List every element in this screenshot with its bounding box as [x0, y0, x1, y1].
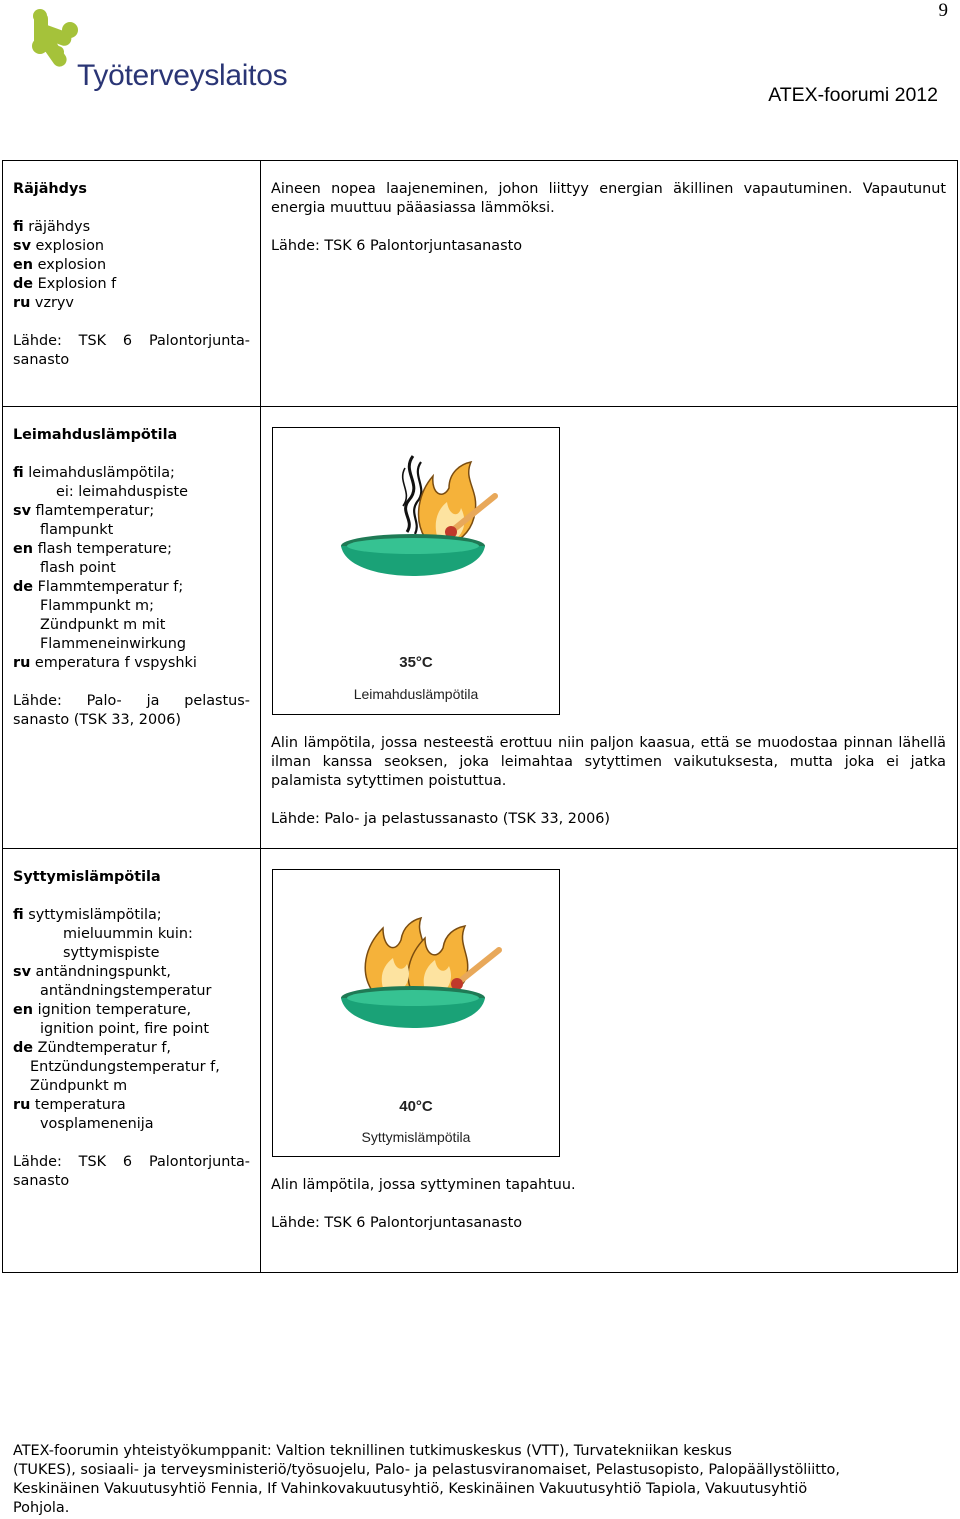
- figure-temperature: 40°C: [399, 1098, 433, 1115]
- lang-de: [13, 275, 250, 294]
- definition-cell: [261, 161, 958, 407]
- definition-source: Lähde: Palo- ja pelastussanasto (TSK 33, 2006): [271, 811, 611, 827]
- footer-line: (TUKES), sosiaali- ja terveysministeriö/työsuojelu, Palo- ja pelastusviranomaiset, Pelastusopisto, Palopäällystöliitto,: [13, 1462, 840, 1478]
- lang-code: ru: [13, 655, 31, 671]
- lang-term: räjähdys: [28, 219, 91, 235]
- definition-text: Aineen nopea laajeneminen, johon liittyy energian äkillinen vapautuminen. Vapautunut energia muuttuu pääasiassa lämmöksi.: [271, 181, 946, 216]
- footer-line: Pohjola.: [13, 1500, 70, 1516]
- term-source: [13, 332, 250, 370]
- lang-code: en: [13, 257, 34, 273]
- footer-partners: [13, 1442, 933, 1518]
- lang-term: antändningspunkt,: [35, 964, 171, 980]
- figure-caption: Syttymislämpötila: [361, 1129, 471, 1145]
- footer-line: Keskinäinen Vakuutusyhtiö Fennia, If Vahinkovakuutusyhtiö, Keskinäinen Vakuutusyhtiö Tapiola, Vakuutusyhtiö: [13, 1481, 808, 1497]
- term-cell: [3, 407, 261, 849]
- lang-de: [13, 578, 250, 597]
- source-line: Lähde: TSK 6 Palontorjunta-: [13, 1154, 250, 1170]
- footer-line: ATEX-foorumin yhteistyökumppanit: Valtion teknillinen tutkimuskeskus (VTT), Turvatekniikan keskus: [13, 1443, 732, 1459]
- lang-code: fi: [13, 907, 24, 923]
- forum-title: ATEX-foorumi 2012: [768, 84, 938, 106]
- lang-fi-cont: syttymispiste: [63, 945, 160, 961]
- lang-term: vzryv: [34, 295, 74, 311]
- term-source: [13, 692, 250, 730]
- lang-term: explosion: [37, 257, 107, 273]
- lang-term: ignition temperature,: [37, 1002, 192, 1018]
- lang-term: flamtemperatur;: [35, 503, 155, 519]
- definition-source: Lähde: TSK 6 Palontorjuntasanasto: [271, 1215, 523, 1231]
- lang-fi: [13, 906, 250, 925]
- lang-de-cont: Zündpunkt m: [30, 1078, 128, 1094]
- lang-fi-cont: mieluummin kuin:: [63, 926, 193, 942]
- lang-en-cont: ignition point, fire point: [40, 1021, 210, 1037]
- lang-fi: [13, 218, 250, 237]
- lang-sv-cont: flampunkt: [40, 522, 114, 538]
- lang-en: [13, 1001, 250, 1020]
- source-line: sanasto (TSK 33, 2006): [13, 712, 182, 728]
- lang-code: de: [13, 1040, 34, 1056]
- definition-source: Lähde: TSK 6 Palontorjuntasanasto: [271, 238, 523, 254]
- lang-term: flash temperature;: [37, 541, 172, 557]
- lang-sv: [13, 237, 250, 256]
- lang-term: emperatura f vspyshki: [34, 655, 197, 671]
- lang-sv: [13, 963, 250, 982]
- figure-caption: Leimahduslämpötila: [353, 686, 479, 702]
- term-row: [3, 407, 958, 849]
- term-cell: [3, 161, 261, 407]
- lang-de-cont: Entzündungstemperatur f,: [30, 1059, 220, 1075]
- lang-term: explosion: [35, 238, 105, 254]
- lang-code: ru: [13, 1097, 31, 1113]
- term-cell: [3, 849, 261, 1273]
- lang-code: de: [13, 579, 34, 595]
- lang-ru: [13, 1096, 250, 1115]
- term-row: [3, 161, 958, 407]
- lang-term: Zündtemperatur f,: [37, 1040, 172, 1056]
- source-line: Lähde: Palo- ja pelastus-: [13, 693, 250, 709]
- lang-fi-cont: ei: leimahduspiste: [56, 484, 188, 500]
- lang-code: sv: [13, 238, 31, 254]
- lang-ru: [13, 654, 250, 673]
- source-line: sanasto: [13, 1173, 70, 1189]
- lang-code: en: [13, 541, 34, 557]
- term-title: Räjähdys: [13, 181, 87, 197]
- lang-fi: [13, 464, 250, 483]
- lang-code: en: [13, 1002, 34, 1018]
- lang-en: [13, 256, 250, 275]
- lang-sv-cont: antändningstemperatur: [40, 983, 212, 999]
- terms-table: [2, 160, 958, 1273]
- lang-ru: [13, 294, 250, 313]
- definition-text: Alin lämpötila, jossa nesteestä erottuu niin paljon kaasua, että se muodostaa pinnan lähellä ilman kanssa seoksen, joka leimahtaa sytyttimen vaikutuksesta, mutta joka ei jatka palamista sytyttimen poistuttua.: [271, 735, 946, 789]
- lang-code: fi: [13, 465, 24, 481]
- flash-point-illustration: [272, 427, 560, 715]
- lang-de-cont: Flammeneinwirkung: [40, 636, 187, 652]
- lang-term: syttymislämpötila;: [28, 907, 162, 923]
- lang-en-cont: flash point: [40, 560, 116, 576]
- definition-cell: [261, 849, 958, 1273]
- term-row: [3, 849, 958, 1273]
- lang-de: [13, 1039, 250, 1058]
- lang-term: Flammtemperatur f;: [37, 579, 184, 595]
- lang-term: Explosion f: [37, 276, 117, 292]
- lang-en: [13, 540, 250, 559]
- logo: [26, 8, 286, 98]
- lang-code: de: [13, 276, 34, 292]
- lang-term: leimahduslämpötila;: [28, 465, 175, 481]
- lang-term: temperatura: [34, 1097, 126, 1113]
- lang-code: ru: [13, 295, 31, 311]
- lang-code: fi: [13, 219, 24, 235]
- term-title: Leimahduslämpötila: [13, 427, 178, 443]
- logo-text: Työterveyslaitos: [77, 59, 288, 92]
- source-line: Lähde: TSK 6 Palontorjunta-: [13, 333, 250, 349]
- lang-de-cont: Flammpunkt m;: [40, 598, 154, 614]
- source-line: sanasto: [13, 352, 70, 368]
- term-title: Syttymislämpötila: [13, 869, 161, 885]
- figure-temperature: 35°C: [399, 654, 433, 671]
- page-number: 9: [938, 0, 948, 21]
- lang-sv: [13, 502, 250, 521]
- lang-code: sv: [13, 964, 31, 980]
- lang-code: sv: [13, 503, 31, 519]
- term-source: [13, 1153, 250, 1191]
- definition-cell: [261, 407, 958, 849]
- lang-ru-cont: vosplamenenija: [40, 1116, 154, 1132]
- lang-de-cont: Zündpunkt m mit: [40, 617, 166, 633]
- definition-text: Alin lämpötila, jossa syttyminen tapahtuu.: [271, 1177, 576, 1193]
- ignition-point-illustration: [272, 869, 560, 1157]
